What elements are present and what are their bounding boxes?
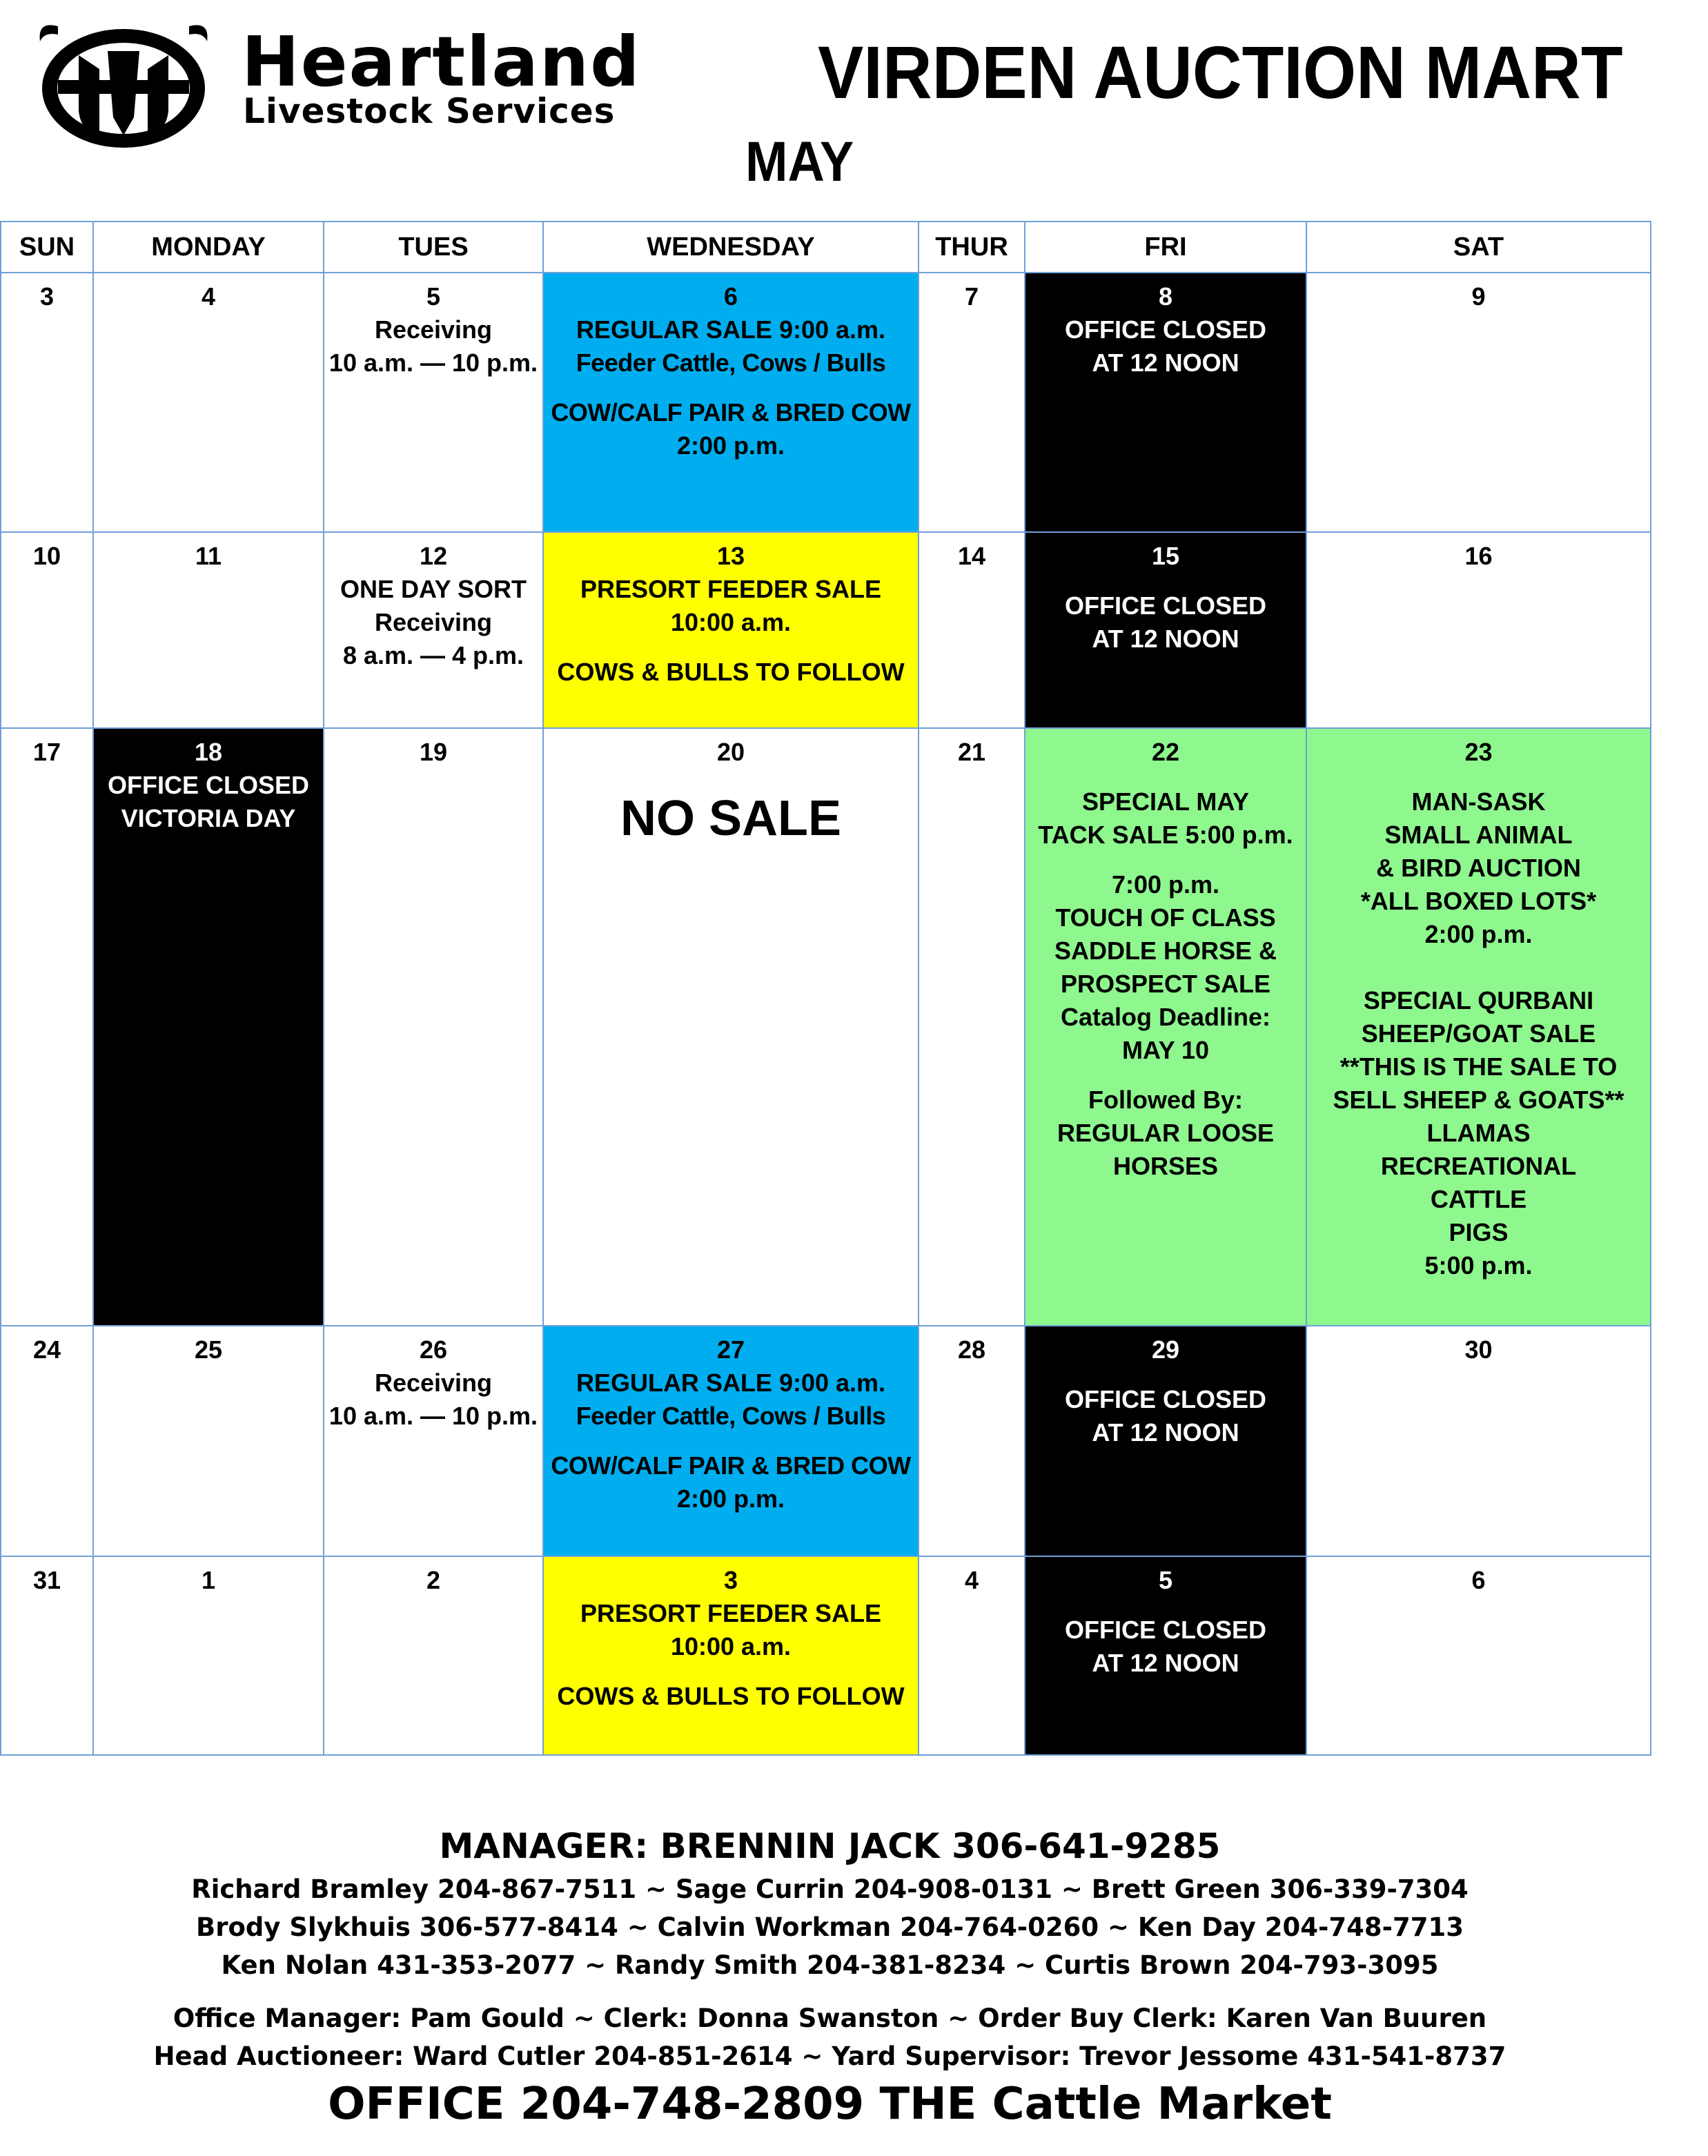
day-number: 12	[419, 542, 448, 570]
calendar-day-cell	[1024, 272, 1307, 533]
day-header-thu: THUR	[918, 221, 1025, 273]
day-number: 8	[1158, 282, 1173, 311]
calendar-day-cell	[1306, 727, 1651, 1326]
manager-line: MANAGER: BRENNIN JACK 306-641-9285	[439, 1826, 1221, 1866]
day-number: 19	[419, 738, 448, 766]
event-line: SELL SHEEP & GOATS**	[1333, 1086, 1624, 1114]
event-line: OFFICE CLOSED	[107, 771, 309, 799]
event-line: PIGS	[1449, 1218, 1509, 1246]
day-number: 6	[1471, 1566, 1486, 1594]
day-number: 13	[716, 542, 745, 570]
event-line: COWS & BULLS TO FOLLOW	[557, 1682, 905, 1710]
event-line: Catalog Deadline:	[1060, 1003, 1271, 1031]
event-line: 7:00 p.m.	[1111, 870, 1220, 899]
day-number: 2	[426, 1566, 441, 1594]
event-line: OFFICE CLOSED	[1064, 591, 1266, 620]
office-staff-line: Office Manager: Pam Gould ~ Clerk: Donna Swanston ~ Order Buy Clerk: Karen Van Buuren	[173, 2003, 1487, 2033]
brand-name: Heartland	[242, 21, 641, 102]
office-staff-line: Head Auctioneer: Ward Cutler 204-851-2614 ~ Yard Supervisor: Trevor Jessome 431-541-8737	[153, 2041, 1506, 2071]
calendar-day-cell	[323, 727, 544, 1326]
event-line: 2:00 p.m.	[1424, 920, 1533, 948]
calendar-day-cell	[0, 272, 94, 533]
event-line: 10 a.m. — 10 p.m.	[328, 349, 538, 377]
calendar-day-cell	[323, 272, 544, 533]
calendar-day-cell	[1024, 531, 1307, 729]
page-header	[0, 0, 1708, 221]
event-line: PRESORT FEEDER SALE	[580, 575, 882, 603]
event-line: Feeder Cattle, Cows / Bulls	[576, 1402, 886, 1430]
day-number: 9	[1471, 282, 1486, 311]
event-line: REGULAR LOOSE	[1057, 1119, 1274, 1147]
day-number: 1	[201, 1566, 216, 1594]
day-number: 5	[426, 282, 441, 311]
calendar-day-cell	[542, 727, 919, 1326]
calendar-day-cell	[542, 1325, 919, 1557]
event-line: AT 12 NOON	[1092, 625, 1239, 653]
event-line: Receiving	[374, 608, 493, 636]
event-line: 10:00 a.m.	[670, 608, 792, 636]
event-line: COW/CALF PAIR & BRED COW	[551, 398, 911, 427]
page-title: VIRDEN AUCTION MART	[818, 30, 1623, 114]
day-number: 5	[1158, 1566, 1173, 1594]
event-line: SADDLE HORSE &	[1054, 937, 1277, 965]
event-line: CATTLE	[1430, 1185, 1527, 1213]
day-number: 11	[195, 542, 222, 570]
calendar-day-cell	[0, 727, 94, 1326]
calendar-day-cell	[323, 1556, 544, 1756]
event-line: REGULAR SALE 9:00 a.m.	[576, 315, 886, 344]
event-line: 5:00 p.m.	[1424, 1251, 1533, 1280]
day-number: 20	[716, 738, 745, 766]
month-title: MAY	[745, 130, 854, 193]
calendar-day-cell	[323, 531, 544, 729]
calendar-day-cell	[1024, 1556, 1307, 1756]
calendar-day-cell	[323, 1325, 544, 1557]
calendar-day-cell	[1306, 531, 1651, 729]
event-line: 2:00 p.m.	[676, 431, 785, 460]
day-number: 4	[201, 282, 216, 311]
staff-line: Richard Bramley 204-867-7511 ~ Sage Currin 204-908-0131 ~ Brett Green 306-339-7304	[191, 1874, 1469, 1904]
event-line: RECREATIONAL	[1380, 1152, 1577, 1180]
event-line: PROSPECT SALE	[1060, 970, 1271, 998]
day-number: 15	[1151, 542, 1180, 570]
event-line: *ALL BOXED LOTS*	[1360, 887, 1597, 915]
day-number: 16	[1464, 542, 1493, 570]
day-number: 22	[1151, 738, 1180, 766]
day-number: 30	[1464, 1335, 1493, 1364]
day-number: 18	[194, 738, 223, 766]
event-line: OFFICE CLOSED	[1064, 1385, 1266, 1413]
event-line: 8 a.m. — 4 p.m.	[342, 641, 524, 669]
day-header-tue: TUES	[323, 221, 544, 273]
event-line: ONE DAY SORT	[340, 575, 527, 603]
calendar-day-cell	[918, 531, 1025, 729]
calendar-day-cell	[918, 1556, 1025, 1756]
day-header-sun: SUN	[0, 221, 94, 273]
day-number: 24	[32, 1335, 61, 1364]
calendar-day-cell	[0, 531, 94, 729]
bull-head-logo-icon	[30, 14, 217, 152]
event-line: Followed By:	[1088, 1086, 1243, 1114]
calendar-day-cell	[1024, 1325, 1307, 1557]
brand-subtitle: Livestock Services	[243, 91, 616, 131]
event-line: SMALL ANIMAL	[1384, 821, 1573, 849]
day-header-sat: SAT	[1306, 221, 1651, 273]
office-phone: OFFICE 204-748-2809 THE Cattle Market	[328, 2079, 1332, 2130]
calendar-day-cell	[1306, 1556, 1651, 1756]
event-line: SPECIAL MAY	[1081, 787, 1250, 816]
event-line: SHEEP/GOAT SALE	[1361, 1019, 1596, 1048]
event-line: 2:00 p.m.	[676, 1484, 785, 1513]
calendar-day-cell	[1306, 1325, 1651, 1557]
day-number: 25	[194, 1335, 223, 1364]
event-line: TACK SALE 5:00 p.m.	[1038, 821, 1293, 849]
day-number: 7	[964, 282, 979, 311]
calendar-day-cell	[542, 272, 919, 533]
calendar-day-cell	[92, 1325, 324, 1557]
event-line: PRESORT FEEDER SALE	[580, 1599, 882, 1627]
day-number: 23	[1464, 738, 1493, 766]
event-line: VICTORIA DAY	[121, 804, 296, 832]
calendar-day-cell	[92, 272, 324, 533]
event-line: MAY 10	[1121, 1036, 1210, 1064]
calendar-day-cell	[918, 1325, 1025, 1557]
event-line: TOUCH OF CLASS	[1055, 903, 1276, 932]
day-number: 3	[723, 1566, 738, 1594]
staff-line: Brody Slykhuis 306-577-8414 ~ Calvin Workman 204-764-0260 ~ Ken Day 204-748-7713	[196, 1912, 1464, 1942]
event-line: & BIRD AUCTION	[1376, 854, 1581, 882]
day-header-fri: FRI	[1024, 221, 1307, 273]
event-line: 10:00 a.m.	[670, 1632, 792, 1660]
day-header-wed: WEDNESDAY	[542, 221, 919, 273]
event-line: Feeder Cattle, Cows / Bulls	[576, 349, 886, 377]
event-line: OFFICE CLOSED	[1064, 1616, 1266, 1644]
calendar-day-cell	[0, 1556, 94, 1756]
day-number: 31	[32, 1566, 61, 1594]
event-line: COW/CALF PAIR & BRED COW	[551, 1451, 911, 1480]
event-line: Receiving	[374, 315, 493, 344]
event-line: HORSES	[1112, 1152, 1219, 1180]
staff-line: Ken Nolan 431-353-2077 ~ Randy Smith 204-381-8234 ~ Curtis Brown 204-793-3095	[221, 1950, 1439, 1980]
calendar-day-cell	[918, 272, 1025, 533]
event-line: MAN-SASK	[1411, 787, 1546, 816]
day-number: 14	[957, 542, 986, 570]
calendar-day-cell	[92, 1556, 324, 1756]
footer	[0, 1822, 1660, 2133]
calendar-day-cell	[918, 727, 1025, 1326]
day-number: 29	[1151, 1335, 1180, 1364]
event-line: Receiving	[374, 1369, 493, 1397]
event-line: REGULAR SALE 9:00 a.m.	[576, 1369, 886, 1397]
event-line: OFFICE CLOSED	[1064, 315, 1266, 344]
no-sale-notice: NO SALE	[620, 791, 842, 846]
calendar-day-cell	[1024, 727, 1307, 1326]
calendar-day-cell	[0, 1325, 94, 1557]
event-line: 10 a.m. — 10 p.m.	[328, 1402, 538, 1430]
calendar-day-cell	[92, 727, 324, 1326]
day-number: 17	[32, 738, 61, 766]
event-line: COWS & BULLS TO FOLLOW	[557, 658, 905, 686]
calendar-day-cell	[542, 1556, 919, 1756]
day-number: 4	[964, 1566, 979, 1594]
event-line: LLAMAS	[1426, 1119, 1531, 1147]
day-number: 3	[39, 282, 55, 311]
day-number: 27	[716, 1335, 745, 1364]
event-line: SPECIAL QURBANI	[1363, 986, 1594, 1015]
day-number: 26	[419, 1335, 448, 1364]
day-number: 21	[957, 738, 986, 766]
event-line: AT 12 NOON	[1092, 1649, 1239, 1677]
calendar-day-cell	[542, 531, 919, 729]
day-number: 28	[957, 1335, 986, 1364]
event-line: **THIS IS THE SALE TO	[1339, 1052, 1618, 1081]
event-line: AT 12 NOON	[1092, 349, 1239, 377]
calendar-day-cell	[92, 531, 324, 729]
calendar-day-cell	[1306, 272, 1651, 533]
day-header-mon: MONDAY	[92, 221, 324, 273]
day-number: 10	[32, 542, 61, 570]
event-line: AT 12 NOON	[1092, 1418, 1239, 1447]
day-number: 6	[723, 282, 738, 311]
